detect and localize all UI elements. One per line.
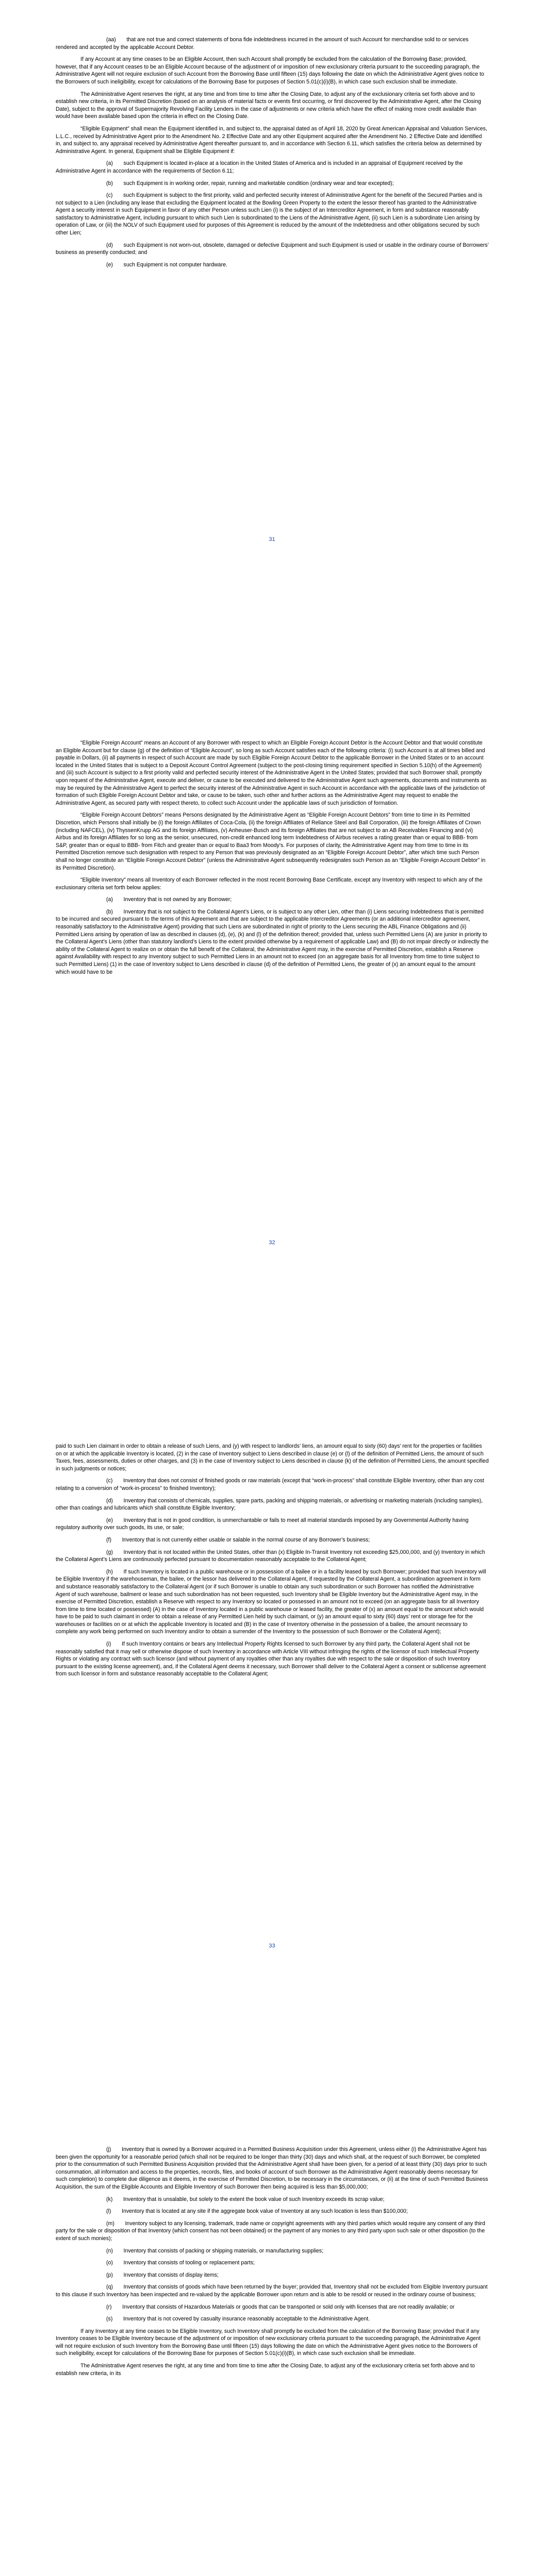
list-item: (c) such Equipment is subject to the first priority, valid and perfected security interest of Administrative Agent for the benefit of the Secured Parties and is not subject to a Lien (including any lease that excluding the Equipment located at the Bowling Green Property to the extent the lessor thereof has granted to the Administrative Agent a security interest in such Equipment in favor of any other Person unless such Lien (i) is the subject of an Intercreditor Agreement, in form and substance reasonably satisfactory to Administrative Agent, including pursuant to which such Lien is subordinated to the Liens of the Administrative Agent, (ii) such Lien is a subordinate Lien arising by operation of Law, or (iii) the NOLV of such Equipment used for purposes of this Agreement is reduced by the amount of the Indebtedness and other obligations secured by such other Lien; [56,192,483,236]
list-item: (g) Inventory that is not located within the United States, other than (x) Eligible In-Transit Inventory not exceeding $25,000,000, and (y) Inventory in which the Collateral Agent’s Liens are continuously perfected pursuant to documentation reasonably acceptable to the Collateral Agent; [56,1549,485,1563]
document-page-34 [0,2110,544,2576]
paragraph: paid to such Lien claimant in order to obtain a release of such Liens, and (y) with respect to landlords’ liens, an amount equal to sixty (60) days’ rent for the properties or facilities on or at which the applicable Inventory is located, (2) in the case of Inventory subject to Liens described in clause (e) or (l) of the definition of Permitted Liens, the amount of such Taxes, fees, assessments, duties or other charges, and (3) in the case of Inventory subject to Liens described in clause (k) of the definition of Permitted Liens, the amount specified in such judgments or notices; [56,1443,489,1472]
list-item: (s) Inventory that is not covered by casualty insurance reasonably acceptable to the Administrative Agent. [106,2316,370,2323]
page-number[interactable]: 33 [269,1943,275,1949]
list-item: (n) Inventory that consists of packing or shipping materials, or manufacturing supplies; [106,2247,324,2254]
paragraph: The Administrative Agent reserves the right, at any time and from time to time after the Closing Date, to adjust any of the exclusionary criteria set forth above and to establish new criteria, in its [56,2363,475,2377]
definition-eligible-foreign-account: “Eligible Foreign Account” means an Account of any Borrower with respect to which an Eligible Foreign Account Debtor is the Account Debtor and that would constitute an Eligible Account but for clause (g) of the definition of “Eligible Account”, so long as such Account satisfies each of the following criteria: (i) such Account is at all times billed and payable in Dollars, (ii) all payments in respect of such Account are made by such Eligible Foreign Account Debtor to the applicable Borrower in the United States or to an account located in the United States that is subject to a Deposit Account Control Agreement (subject to the post-closing timing requirement specified in Section 5.10(h) of the Agreement) and (iii) such Account is subject to a first priority valid and perfected security interest of the Administrative Agent in the United States; provided that such Borrower shall, promptly upon request of the Administrative Agent, execute and deliver, or cause to be executed and delivered to the Administrative Agent such agreements, documents and instruments as may be required by the Administrative Agent to perfect the security interest of the Administrative Agent in such Account in accordance with the applicable laws of the jurisdiction of formation of such Eligible Foreign Account Debtor and take, or cause to be taken, such other and further actions as the Administrative Agent may request to enable the Administrative Agent, as secured party with respect thereto, to collect such Account under the applicable laws of such jurisdiction of formation. [56,740,487,806]
list-item: (q) Inventory that consists of goods which have been returned by the buyer; provided that, Inventory shall not be excluded from Eligible Inventory pursuant to this clause if such Inventory has been inspected and re-valued by the applicable Borrower upon return and is able to be resold or reused in the ordinary course of business; [56,2284,488,2298]
definition-eligible-equipment: “Eligible Equipment” shall mean the Equipment identified in, and subject to, the appraisal dated as of April 18, 2020 by Great American Appraisal and Valuation Services, L.L.C., received by Administrative Agent prior to the Amendment No. 2 Effective Date and any other Equipment acquired after the Amendment No. 2 Effective Date and identified in, and subject to, any appraisal received by Administrative Agent thereafter pursuant to, and in accordance with Section 6.11, which satisfies the criteria below as determined by Administrative Agent. In general, Equipment shall be Eligible Equipment if: [56,125,487,155]
list-item: (m) Inventory subject to any licensing, trademark, trade name or copyright agreements with any third parties which would require any consent of any third party for the sale or disposition of that Inventory (which consent has not been obtained) or the payment of any monies to any third party upon such sale or other disposition (to the extent of such monies); [56,2220,485,2242]
document-page-33 [0,1406,544,2110]
list-item: (d) such Equipment is not worn-out, obsolete, damaged or defective Equipment and such Equipment is used or usable in the ordinary course of Borrowers’ business as presently conducted; and [56,242,489,256]
page-34-body [56,2146,489,2382]
list-item: (j) Inventory that is owned by a Borrower acquired in a Permitted Business Acquisition under this Agreement, unless either (i) the Administrative Agent has been given the opportunity for a reasonable period (which shall not be required to be longer than thirty (30) days and which shall, at the request of such Borrower, be completed prior to the consummation of such Permitted Business Acquisition provided that the Administrative Agent shall have been given, for a period of at least thirty (30) days prior to such consummation, all information and access to the properties, records, files, and books of account of such Borrower as the Administrative Agent reasonably deems necessary for such completion) to complete due diligence as it deems, in the exercise of Permitted Discretion, to be necessary in the circumstances, or (ii) at the time of such Permitted Business Acquisition, the sum of the Eligible Accounts and Eligible Inventory of such Borrower then being acquired is less than $5,000,000; [56,2146,488,2190]
list-item: (f) Inventory that is not currently either usable or salable in the normal course of any Borrower’s business; [106,1536,370,1543]
list-item: (b) such Equipment is in working order, repair, running and marketable condition (ordinary wear and tear excepted); [106,180,394,187]
paragraph: If any Account at any time ceases to be an Eligible Account, then such Account shall promptly be excluded from the calculation of the Borrowing Base; provided, however, that if any Account ceases to be an Eligible Account because of the adjustment of or imposition of new exclusionary criteria pursuant to the succeeding paragraph, the Administrative Agent will not require exclusion of such Account from the Borrowing Base until fifteen (15) days following the date on which the Administrative Agent gives notice to the Borrowers of such ineligibility, except for calculations of the Borrowing Base for purposes of Section 5.01(c)(i)(B), in which case such exclusion shall be immediate. [56,56,484,85]
list-item: (o) Inventory that consists of tooling or replacement parts; [106,2260,255,2266]
list-item: (b) Inventory that is not subject to the Collateral Agent’s Liens, or is subject to any other Lien, other than (i) Liens securing Indebtedness that is permitted to be incurred and secured pursuant to the terms of this Agreement and that are subject to the applicable Intercreditor Agreements (or an additional intercreditor agreement, reasonably satisfactory to the Administrative Agent) providing that such Liens are subordinated in right of priority to the Liens securing the ABL Finance Obligations and (ii) Permitted Liens arising by operation of law as described in clauses (d), (e), (k) and (l) of the definition thereof; provided that, unless such Permitted Liens (A) are junior in priority to the Collateral Agent’s Liens (other than statutory landlord’s Liens to the extent provided otherwise by a requirement of applicable Law) and (B) do not impair directly or indirectly the ability of the Collateral Agent to realize on or obtain the full benefit of the Collateral, the Administrative Agent may, in the exercise of Permitted Discretion, establish a Reserve against Availability with respect to any Inventory subject to such Permitted Liens in an amount not to exceed (on an aggregate basis for all Inventory from time to time subject to such Permitted Liens) (1) in the case of Inventory subject to Liens described in clause (d) of the definition of Permitted Liens, the greater of (x) an amount equal to the amount which would have to be [56,908,489,975]
paragraph: If any Inventory at any time ceases to be Eligible Inventory, such Inventory shall promptly be excluded from the calculation of the Borrowing Base; provided that if any Inventory ceases to be Eligible Inventory because of the adjustment of or imposition of new exclusionary criteria pursuant to the succeeding paragraph, the Administrative Agent will not require exclusion of such Inventory from the Borrowing Base until fifteen (15) days following the date on which the Administrative Agent gives notice to the Borrowers of such ineligibility, except for calculations of the Borrowing Base for purposes of Section 5.01(c)(i)(B), in which case such exclusion shall be immediate. [56,2328,481,2357]
list-item: (a) Inventory that is not owned by any Borrower; [106,896,232,903]
paragraph: The Administrative Agent reserves the right, at any time and from time to time after the Closing Date, to adjust any of the exclusionary criteria set forth above and to establish new criteria, in its Permitted Discretion (based on an analysis of material facts or events first occurring, or first discovered by the Administrative Agent, after the Closing Date), subject to the approval of Supermajority Revolving Facility Lenders in the case of adjustments or new criteria which have the effect of making more credit available than would have been available based upon the criteria in effect on the Closing Date. [56,91,481,120]
page-number[interactable]: 31 [269,536,275,543]
list-item: (e) Inventory that is not in good condition, is unmerchantable or fails to meet all material standards imposed by any Governmental Authority having regulatory authority over such goods, its use, or sale; [56,1517,469,1531]
list-item: (d) Inventory that consists of chemicals, supplies, spare parts, packing and shipping materials, or advertising or marketing materials (including samples), other than coatings and lubricants which shall constitute Eligible Inventory; [56,1497,483,1512]
list-item: (k) Inventory that is unsalable, but solely to the extent the book value of such Inventory exceeds its scrap value; [106,2196,385,2202]
list-item: (p) Inventory that consists of display items; [106,2272,219,2278]
page-number[interactable]: 32 [269,1240,275,1246]
list-item: (e) such Equipment is not computer hardware. [106,261,227,268]
page-31-body [56,36,489,273]
document-page-32 [0,703,544,1406]
list-item: (h) If such Inventory is located in a public warehouse or in possession of a bailee or in a facility leased by such Borrower; provided that such Inventory will be Eligible Inventory if the warehouseman, the bailee, or the lessor has delivered to the Collateral Agent, if requested by the Collateral Agent, a subordination agreement in form and substance reasonably satisfactory to the Collateral Agent (or if such Borrower is unable to obtain any such subordination or such Borrower has notified the Administrative Agent of such warehouse, bailment or lease and such subordination has not been requested, such Inventory shall be Eligible Inventory but the Administrative Agent may, in the exercise of Permitted Discretion, establish a Reserve with respect to any Inventory so located or possessed in an amount not to exceed (on an aggregate basis for all Inventory from time to time located or possessed) (A) in the case of Inventory located in a public warehouse or leased facility, the greater of (x) an amount equal to the amount which would have to be paid to such claimant in order to obtain a release of any Permitted Lien held by such claimant, or (y) an amount equal to sixty (60) days’ rent or storage fee for the warehouses or facilities on or at which the applicable Inventory is located and (B) in the case of Inventory otherwise in the possession of a bailee, the amount necessary to complete any work being performed on such Inventory and/or to obtain a surrender of the Inventory to the possession of such Borrower or the Collateral Agent); [56,1568,486,1635]
page-33-body [56,1443,489,1683]
definition-eligible-inventory: “Eligible Inventory” means all Inventory of each Borrower reflected in the most recent Borrowing Base Certificate, except any Inventory with respect to which any of the exclusionary criteria set forth below applies: [56,877,483,891]
list-item: (a) such Equipment is located in-place at a location in the United States of America and is included in an appraisal of Equipment received by the Administrative Agent in accordance with the requirements of Section 6.11; [56,160,463,174]
list-item: (i) If such Inventory contains or bears any Intellectual Property Rights licensed to such Borrower by any third party, the Collateral Agent shall not be reasonably satisfied that it may sell or otherwise dispose of such Inventory in accordance with Article VIII without infringing the rights of the licensor of such Intellectual Property Rights or violating any contract with such licensor (and without payment of any royalties other than any royalties due with respect to the sale or disposition of such Inventory pursuant to the existing license agreement), and, if the Collateral Agent deems it necessary, such Borrower shall deliver to the Collateral Agent a consent or sublicense agreement from such licensor in form and substance reasonably acceptable to the Collateral Agent; [56,1641,486,1677]
page-32-body [56,739,489,980]
paragraph: (aa) that are not true and correct statements of bona fide indebtedness incurred in the amount of such Account for merchandise sold to or services rendered and accepted by the applicable Account Debtor. [56,37,469,50]
document-page-31 [0,0,544,703]
list-item: (c) Inventory that does not consist of finished goods or raw materials (except that “work-in-process” shall constitute Eligible Inventory, other than any cost relating to a conversion of “work-in-process” to finished Inventory); [56,1478,484,1492]
definition-eligible-foreign-account-debtors: “Eligible Foreign Account Debtors” means Persons designated by the Administrative Agent as “Eligible Foreign Account Debtors” from time to time in its Permitted Discretion, which Persons shall initially be (i) the foreign Affiliates of Coca-Cola, (ii) the foreign Affiliates of Reliance Steel and Ball Corporation, (iii) the foreign Affiliates of Crown (including NAFCEL), (iv) ThyssenKrupp AG and its foreign Affiliates, (v) Anheuser-Busch and its foreign Affiliates that are not subject to an AB Receivables Financing and (vi) Airbus and its foreign Affiliates for so long as the senior, unsecured, non-credit enhanced long term Indebtedness of Airbus receives a rating greater than or equal to BBB- from S&P, greater than or equal to BBB- from Fitch and greater than or equal to Baa3 from Moody’s. For purposes of clarity, the Administrative Agent may from time to time in its Permitted Discretion remove such designation with respect to any Person that was previously designated as an “Eligible Foreign Account Debtor”, after which time such Person shall no longer constitute an “Eligible Foreign Account Debtor” (unless the Administrative Agent subsequently redesignates such Person as an “Eligible Foreign Account Debtor” in its Permitted Discretion). [56,812,486,871]
list-item: (l) Inventory that is located at any site if the aggregate book value of Inventory at any such location is less than $100,000; [106,2208,408,2215]
list-item: (r) Inventory that consists of Hazardous Materials or goods that can be transported or sold only with licenses that are not readily available; or [106,2303,455,2310]
